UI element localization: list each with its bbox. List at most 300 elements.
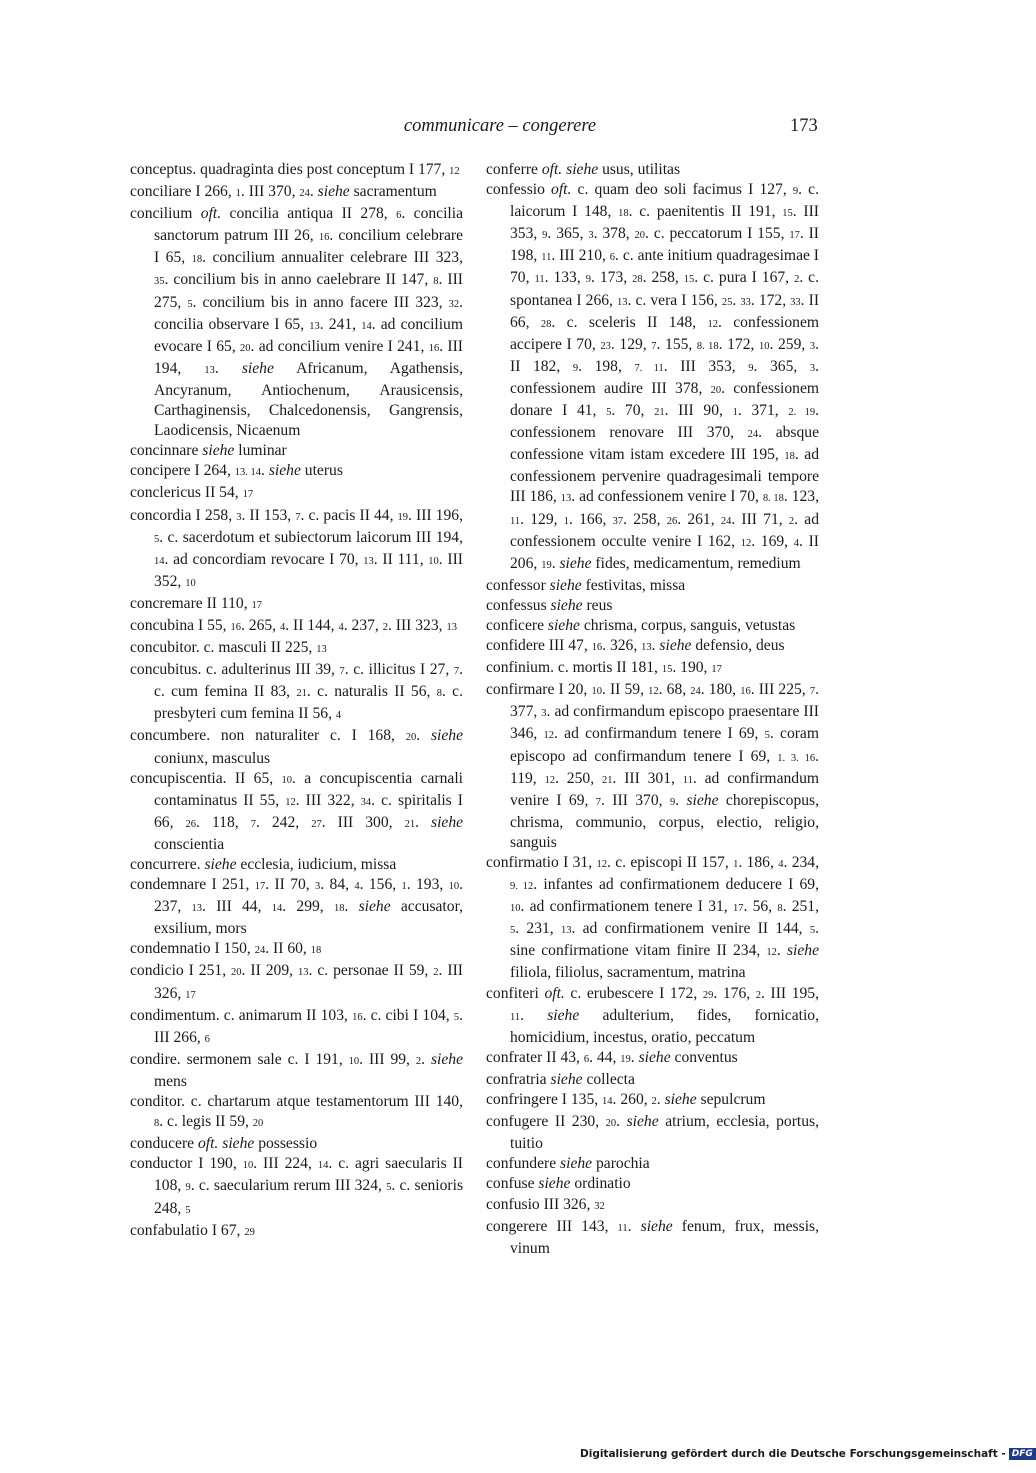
line-reference: 14 — [317, 1160, 329, 1172]
line-reference: 5 — [154, 533, 160, 545]
line-reference: 24 — [747, 429, 759, 441]
line-reference: 13 — [363, 555, 374, 567]
italic-term: siehe — [638, 1048, 671, 1066]
entry-text: conventus — [670, 1048, 738, 1066]
entry-text: . ad confirmandum tenere I 69, — [554, 725, 765, 743]
entry-text: . III 301, — [612, 769, 683, 787]
line-reference: 1. 3. 16 — [777, 752, 816, 764]
entry-text: concumbere. non naturaliter c. I 168, — [130, 727, 406, 745]
entry-text: . ad concilium evocare I 65, — [154, 315, 463, 355]
entry-text: . — [656, 1091, 665, 1109]
entry-text: concinnare — [130, 442, 203, 460]
line-reference: 13 — [617, 296, 628, 308]
line-reference: 29 — [702, 989, 714, 1001]
entry-text: . 237, — [154, 876, 464, 916]
line-reference: 19 — [397, 511, 409, 523]
entry-text: concremare II 110, — [130, 594, 252, 612]
entry-text: . concilium bis in anno caelebrare II 147, — [164, 271, 434, 289]
line-reference: 11 — [617, 1222, 628, 1234]
entry-text: confirmatio I 31, — [486, 854, 597, 871]
line-reference: 11 — [534, 274, 545, 286]
line-reference: 17 — [789, 230, 800, 242]
italic-term: siehe — [358, 898, 391, 916]
line-reference: 12 — [740, 537, 752, 549]
entry-text: . II 209, — [241, 962, 298, 980]
entry-text: conficere — [486, 616, 548, 634]
entry-text: . confessionem donare I 41, — [510, 379, 819, 420]
line-reference: 18 — [310, 945, 322, 957]
italic-term: siehe — [559, 554, 592, 572]
italic-term: oft. — [544, 984, 565, 1002]
index-entry — [486, 1112, 819, 1154]
index-entry — [130, 483, 463, 505]
entry-text: concipere I 264, — [130, 462, 235, 480]
italic-term: siehe — [549, 576, 582, 594]
entry-text: . — [344, 898, 359, 916]
entry-text: confessio — [486, 181, 552, 199]
entry-text: . II 144, — [285, 616, 339, 634]
entry-text: . 242, — [255, 813, 312, 831]
line-reference: 10 — [185, 577, 196, 589]
line-reference: 2 — [433, 967, 439, 979]
line-reference: 17 — [254, 881, 266, 893]
entry-text: . III 99, — [359, 1050, 416, 1068]
line-reference: 2 — [415, 1055, 422, 1067]
italic-term: oft. — [197, 1135, 219, 1153]
italic-term: siehe — [640, 1217, 673, 1235]
entry-text: uterus — [300, 462, 343, 480]
line-reference: 12 — [449, 166, 460, 177]
index-entry — [486, 180, 819, 576]
entry-text: . 365, — [753, 357, 810, 375]
line-reference: 24 — [299, 188, 310, 200]
index-entry — [486, 680, 819, 853]
index-column-left — [130, 160, 463, 1243]
entry-text: . c. cibi I 104, — [362, 1006, 454, 1024]
index-entry — [486, 636, 819, 658]
line-reference: 20 — [240, 342, 251, 354]
line-reference: 16 — [591, 642, 603, 654]
entry-text: . concilia observare I 65, — [154, 293, 463, 333]
entry-text: . — [416, 727, 431, 745]
entry-text: condemnare I 251, — [130, 876, 255, 894]
line-reference: 7 — [651, 340, 657, 352]
entry-text: . c. naturalis II 56, — [306, 683, 437, 701]
entry-text: . III 322, — [295, 791, 361, 809]
index-entry — [486, 1174, 819, 1194]
line-reference: 2. 19 — [788, 407, 816, 419]
entry-text: . 84, — [320, 876, 355, 894]
entry-text: . — [309, 183, 318, 201]
dfg-logo: DFG — [1009, 1448, 1036, 1460]
line-reference: 27 — [311, 818, 322, 830]
entry-text: . 198, — [578, 357, 635, 375]
line-reference: 13. 14 — [234, 467, 262, 479]
entry-text: confinium. c. mortis II 181, — [486, 659, 662, 677]
line-reference: 9 — [792, 186, 799, 198]
entry-text: . 378, — [593, 225, 635, 243]
entry-text: condemnatio I 150, — [130, 940, 255, 958]
line-reference: 12 — [596, 859, 607, 870]
line-reference: 6 — [609, 252, 616, 264]
entry-text: . 259, — [769, 335, 810, 353]
italic-term: siehe — [547, 1006, 580, 1024]
entry-text: . 44, — [589, 1048, 621, 1066]
entry-text: . c. cum femina II 83, — [154, 661, 463, 701]
italic-term: siehe — [550, 596, 583, 614]
line-reference: 9 — [185, 1182, 191, 1194]
entry-text: concupiscentia. II 65, — [130, 769, 282, 787]
entry-text: confrater II 43, — [486, 1048, 584, 1066]
line-reference: 21 — [404, 818, 416, 830]
entry-text: . c. spiritalis I 66, — [154, 791, 463, 831]
line-reference: 35 — [154, 276, 165, 288]
entry-text: . 56, — [743, 898, 778, 916]
entry-text: . ad confessionem venire I 70, — [571, 488, 763, 506]
entry-text: confundere — [486, 1155, 561, 1173]
line-reference: 37 — [612, 515, 624, 527]
line-reference: 5 — [606, 407, 612, 419]
entry-text: . 299, — [282, 898, 334, 916]
entry-text: c. quam deo soli facimus I 127, — [571, 181, 793, 199]
line-reference: 20 — [405, 732, 417, 744]
index-entry — [130, 726, 463, 768]
line-reference: 5 — [453, 1011, 460, 1023]
italic-term: oft. — [541, 161, 563, 178]
line-reference: 3 — [809, 340, 816, 352]
line-reference: 24 — [690, 686, 701, 698]
entry-text: condire. sermonem sale c. I 191, — [130, 1050, 349, 1068]
line-reference: 7 — [595, 796, 602, 808]
line-reference: 23 — [600, 340, 611, 352]
index-entry — [486, 1090, 819, 1112]
line-reference: 24 — [254, 945, 266, 957]
entry-text: . III 300, — [321, 813, 405, 831]
index-entry — [130, 441, 463, 461]
line-reference: 10 — [510, 903, 521, 915]
line-reference: 14 — [154, 555, 165, 567]
entry-text: mens — [154, 1072, 187, 1090]
entry-text: . — [732, 291, 741, 309]
entry-text: . — [415, 813, 431, 831]
line-reference: 13 — [191, 903, 203, 915]
line-reference: 16 — [230, 621, 241, 633]
entry-text: . confessionem renovare III 370, — [510, 402, 820, 442]
entry-text: . 70, — [611, 402, 655, 420]
line-reference: 11 — [510, 1011, 521, 1023]
entry-text: c. erubescere I 172, — [564, 984, 703, 1002]
index-entry — [130, 1050, 463, 1092]
index-entry — [130, 204, 463, 441]
entry-text: . confessionem accipere I 70, — [510, 313, 819, 353]
entry-text: festivitas, missa — [581, 576, 686, 594]
entry-text: conceptus. quadraginta dies post conceptum I 177, — [130, 161, 450, 178]
entry-text: . c. sceleris II 148, — [551, 313, 708, 331]
entry-text: accusator, exsilium, mors — [154, 898, 464, 938]
entry-text: . II 70, — [265, 876, 316, 894]
line-reference: 20 — [231, 967, 242, 979]
entry-text: . 190, — [672, 659, 712, 677]
line-reference: 6 — [204, 1033, 210, 1045]
entry-text: confessus — [486, 596, 551, 614]
entry-text: . ad concilium venire I 241, — [250, 337, 429, 355]
entry-text: . 237, — [343, 616, 383, 634]
entry-text: . c. agri saecularis II 108, — [154, 1155, 463, 1195]
line-reference: 8. 18 — [696, 340, 719, 352]
italic-term: siehe — [317, 183, 350, 201]
entry-text: concubitus. c. adulterinus III 39, — [130, 661, 340, 679]
entry-text: . c. paenitentis II 191, — [628, 203, 783, 221]
line-reference: 5 — [187, 298, 193, 310]
entry-text: . c. episcopi II 157, — [606, 854, 734, 871]
line-reference: 10 — [428, 555, 439, 567]
index-entry — [486, 1048, 819, 1070]
entry-text: chrisma, corpus, sanguis, vetustas — [579, 616, 796, 634]
line-reference: 15 — [683, 274, 695, 286]
italic-term: siehe — [430, 727, 464, 745]
line-reference: 3 — [236, 511, 242, 523]
entry-text: . 377, — [510, 681, 819, 721]
line-reference: 16 — [740, 686, 751, 698]
line-reference: 4 — [793, 537, 800, 549]
line-reference: 17 — [185, 989, 196, 1001]
entry-text: sacramentum — [349, 183, 437, 201]
line-reference: 16 — [352, 1011, 363, 1023]
entry-text: . — [776, 942, 787, 960]
line-reference: 18 — [784, 451, 795, 463]
italic-term: siehe — [664, 1091, 697, 1109]
index-column-right — [486, 160, 819, 1259]
line-reference: 13 — [309, 320, 320, 332]
entry-text: concordia I 258, — [130, 506, 237, 524]
entry-text: . 156, — [359, 876, 402, 894]
line-reference: 10 — [758, 340, 770, 352]
entry-text: . c. ante initium quadragesimae I 70, — [510, 247, 820, 287]
line-reference: 33 — [790, 296, 801, 308]
entry-text: . — [630, 1048, 639, 1066]
line-reference: 9 — [669, 796, 676, 808]
entry-text: . III 353, — [510, 203, 819, 243]
line-reference: 3 — [315, 881, 321, 893]
entry-text: adulterium, fides, fornicatio, homicidium, incestus, oratio, peccatum — [510, 1006, 820, 1046]
entry-text: . c. saecularium rerum III 324, — [190, 1177, 387, 1195]
entry-text: . III 71, — [731, 510, 789, 528]
italic-term: siehe — [626, 1113, 659, 1131]
line-reference: 6 — [396, 210, 402, 222]
entry-text: concubitor. c. masculi II 225, — [130, 639, 317, 657]
entry-text: . 176, — [713, 984, 756, 1002]
entry-text: . ad confirmationem venire II 144, — [571, 920, 810, 938]
line-reference: 9 — [542, 230, 548, 242]
entry-text: . 326, — [602, 637, 642, 655]
index-entry — [130, 769, 463, 855]
line-reference: 32 — [594, 1200, 605, 1212]
entry-text: . III 225, — [750, 681, 810, 699]
entry-text: collecta — [582, 1070, 635, 1088]
entry-text: . a concupiscentia carnali contaminatus II 55, — [154, 769, 463, 809]
line-reference: 13 — [316, 644, 327, 656]
entry-text: . 155, — [656, 335, 697, 353]
italic-term: oft. — [200, 205, 222, 223]
line-reference: 13 — [204, 364, 215, 376]
line-reference: 10 — [448, 881, 460, 893]
entry-text: . 250, — [555, 769, 602, 787]
index-entry — [130, 1092, 463, 1134]
line-reference: 12 — [544, 774, 556, 786]
italic-term: oft. — [551, 181, 572, 199]
entry-text: . c. illicitus I 27, — [344, 661, 454, 679]
entry-text: conditor. c. chartarum atque testamentorum III 140, — [130, 1093, 463, 1111]
entry-text: confuse — [486, 1175, 539, 1193]
entry-text: . 68, — [658, 681, 691, 699]
line-reference: 17 — [711, 664, 722, 676]
entry-text: . III 90, — [664, 402, 733, 420]
entry-text: . — [421, 1050, 431, 1068]
index-entry — [486, 1217, 819, 1259]
entry-text: conductor I 190, — [130, 1155, 243, 1173]
entry-text: . 234, — [783, 854, 819, 871]
entry-text: . c. sacerdotum et subiectorum laicorum III 194, — [159, 528, 463, 546]
entry-text: confugere II 230, — [486, 1113, 606, 1131]
entry-text: . II 60, — [265, 940, 311, 958]
line-reference: 1 — [235, 188, 241, 200]
index-entry — [130, 939, 463, 961]
index-entry — [130, 1006, 463, 1050]
line-reference: 8 — [154, 1118, 160, 1130]
line-reference: 34 — [360, 796, 372, 808]
entry-text: . III 326, — [154, 962, 463, 1002]
line-reference: 32 — [448, 298, 460, 310]
entry-text: . 365, — [547, 225, 589, 243]
entry-text: . II 182, — [510, 335, 820, 375]
entry-text: coniunx, masculus — [154, 749, 271, 767]
entry-text: . c. spontanea I 266, — [510, 269, 820, 309]
italic-term: siehe — [431, 813, 464, 831]
entry-text: . c. personae II 59, — [308, 962, 434, 980]
line-reference: 4 — [778, 859, 784, 870]
index-entry — [130, 182, 463, 204]
entry-text: . concilia sanctorum patrum III 26, — [154, 205, 463, 245]
index-entry — [130, 461, 463, 483]
line-reference: 12 — [285, 796, 296, 808]
line-reference: 33 — [740, 296, 751, 308]
entry-text: . — [261, 462, 269, 480]
entry-text: . — [627, 1217, 641, 1235]
entry-text: conciliare I 266, — [130, 183, 236, 201]
italic-term: siehe — [202, 442, 235, 460]
line-reference: 12 — [543, 730, 555, 742]
entry-text: . — [616, 1113, 627, 1131]
entry-text: . sine confirmatione vitam finire II 234, — [510, 920, 819, 960]
index-entry — [486, 853, 819, 984]
line-reference: 5 — [764, 730, 770, 742]
entry-text: parochia — [592, 1155, 650, 1173]
line-reference: 2 — [794, 274, 800, 286]
entry-text: confratria — [486, 1070, 551, 1088]
italic-term: siehe — [268, 462, 301, 480]
index-entry — [130, 875, 463, 939]
italic-term: siehe — [560, 1155, 593, 1173]
line-reference: 18 — [191, 254, 203, 266]
line-reference: 13 — [641, 642, 652, 654]
entry-text: . III 210, — [551, 247, 610, 265]
line-reference: 11 — [682, 774, 693, 786]
entry-text: . III 370, — [601, 791, 670, 809]
entry-text: . III 194, — [154, 337, 464, 377]
line-reference: 16 — [428, 342, 440, 354]
entry-text: . c. senioris 248, — [154, 1177, 464, 1217]
line-reference: 4 — [279, 621, 286, 633]
entry-text: . — [675, 791, 687, 809]
italic-term: siehe — [547, 616, 580, 634]
italic-term: siehe — [222, 1135, 255, 1153]
entry-text: possessio — [254, 1135, 318, 1153]
entry-text: concilium — [130, 205, 201, 223]
entry-text: . III 44, — [202, 898, 272, 916]
entry-text: . II 59, — [601, 681, 649, 699]
entry-text: . ad confirmationem tenere I 31, — [520, 898, 733, 916]
entry-text: confessor — [486, 576, 550, 594]
line-reference: 8 — [777, 903, 783, 915]
italic-term: siehe — [686, 791, 719, 809]
line-reference: 8. 18 — [762, 493, 784, 505]
line-reference: 2 — [651, 1096, 657, 1108]
entry-text: . — [551, 554, 560, 572]
index-entry — [130, 638, 463, 660]
line-reference: 5 — [386, 1182, 392, 1194]
line-reference: 9 — [572, 362, 579, 374]
entry-text: atrium, ecclesia, portus, tuitio — [510, 1113, 820, 1153]
entry-text: . 258, — [642, 269, 684, 287]
entry-text: confiteri — [486, 984, 545, 1002]
index-entry — [486, 1195, 819, 1217]
entry-text: concilia antiqua II 278, — [221, 205, 397, 223]
entry-text: . 172, — [750, 291, 791, 309]
entry-text: . III 275, — [154, 271, 463, 311]
entry-text: . III 196, — [408, 506, 463, 524]
entry-text: . III 352, — [154, 550, 463, 590]
entry-text: . II 206, — [510, 532, 819, 572]
line-reference: 2 — [755, 989, 762, 1001]
line-reference: 18 — [618, 208, 629, 220]
entry-text: conferre — [486, 161, 542, 178]
line-reference: 28 — [632, 274, 643, 286]
line-reference: 4 — [354, 881, 360, 893]
entry-text: . 260, — [612, 1091, 652, 1109]
entry-text: . 123, — [783, 488, 819, 506]
line-reference: 13 — [298, 967, 309, 979]
entry-text: confusio III 326, — [486, 1195, 595, 1213]
line-reference: 9 — [748, 362, 754, 374]
entry-text: . coram episcopo ad confirmandum tenere I 69, — [510, 725, 819, 765]
entry-text: conducere — [130, 1135, 198, 1153]
entry-text: . confessionem audire III 378, — [510, 357, 819, 397]
entry-text: . 231, — [515, 920, 561, 938]
entry-text: . 118, — [196, 813, 251, 831]
entry-text: . II 66, — [510, 291, 820, 331]
index-entry — [130, 1154, 463, 1220]
entry-text: . ad confirmandum venire I 69, — [510, 769, 820, 809]
italic-term: siehe — [550, 1070, 583, 1088]
entry-text: fenum, frux, messis, vinum — [510, 1217, 819, 1257]
entry-text: confirmare I 20, — [486, 681, 592, 699]
line-reference: 5 — [185, 1204, 191, 1216]
entry-text: . absque confessione vitam istam excedere III 195, — [510, 424, 819, 464]
line-reference: 28 — [540, 318, 552, 330]
index-entry — [130, 660, 463, 726]
entry-text: ecclesia, iudicium, missa — [236, 856, 397, 873]
footer-text: Digitalisierung gefördert durch die Deutsche Forschungsgemeinschaft - — [580, 1448, 1006, 1460]
